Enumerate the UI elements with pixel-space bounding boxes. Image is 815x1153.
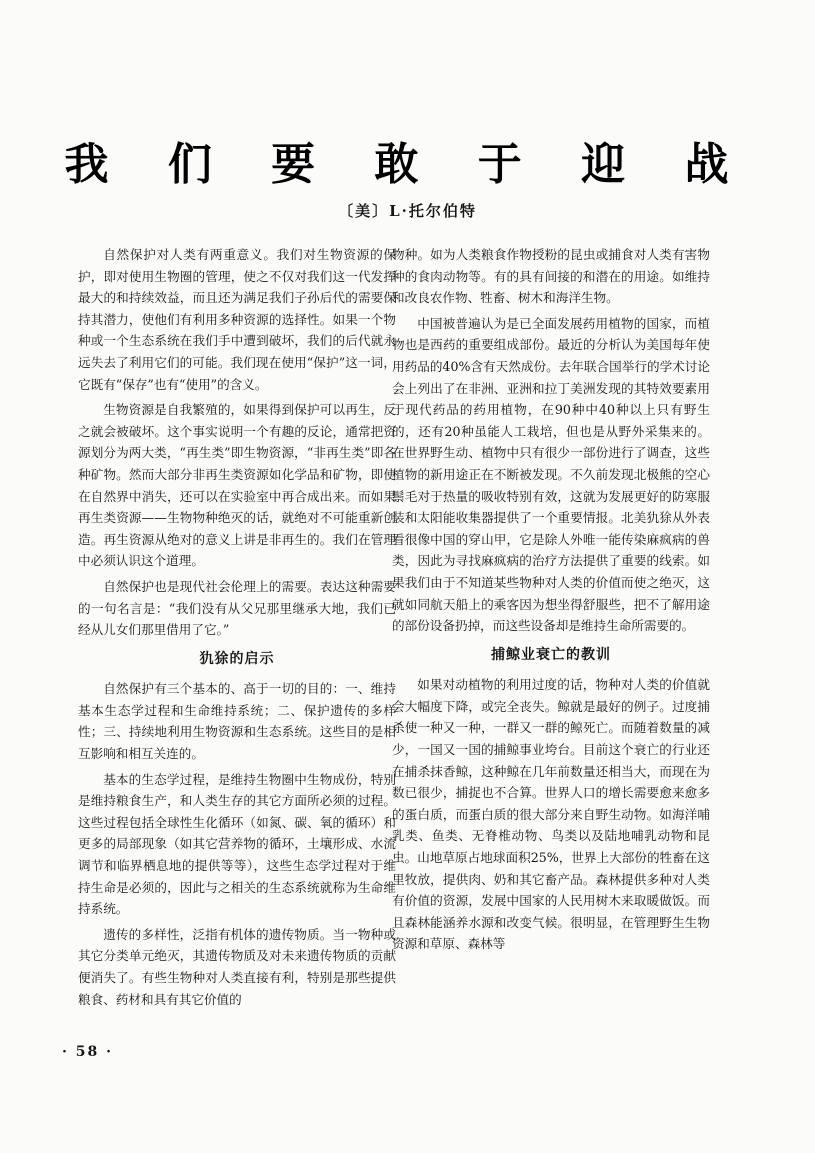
paragraph: 自然保护有三个基本的、高于一切的目的：一、维持基本生态学过程和生命维持系统；二、保护遗传的多样性；三、持续地利用生物资源和生态系统。这些目的是相互影响和相互关连的。 <box>78 681 396 762</box>
left-column <box>78 244 396 1014</box>
paragraph: 基本的生态学过程，是维持生物圈中生物成份，特别是维持粮食生产，和人类生存的其它方面所必须的过程。这些过程包括全球性生化循环（如氮、碳、氧的循环）和更多的局部现象（如其它营养物的循环，土壤形成、水流调节和临界栖息地的提供等等），这些生态学过程对于维持生命是必须的，因此与之相关的生态系统就称为生命维持系统。 <box>78 771 396 917</box>
page-number: · 58 · <box>62 1044 113 1060</box>
paragraph: 如果对动植物的利用过度的话，物种对人类的价值就会大幅度下降，或完全丧失。鲸就是最好的例子。过度捕杀使一种又一种，一群又一群的鲸死亡。而随着数量的减少，一国又一国的捕鲸事业垮台。目前这个衰亡的行业还在捕杀抹香鲸，这种鲸在几年前数量还相当大，而现在为数已很少，捕捉也不合算。世界人口的增长需要愈来愈多的蛋白质，而蛋白质的很大部分来自野生动物。如海洋哺乳类、鱼类、无脊椎动物、鸟类以及陆地哺乳动物和昆虫。山地草原占地球面积25%，世界上大部份的牲畜在这里牧放，提供肉、奶和其它畜产品。森林提供多种对人类有价值的资源，发展中国家的人民用树木来取暖做饭。而且森林能涵养水源和改变气候。很明显，在管理野生生物资源和草原、森林等 <box>392 677 710 952</box>
article-title: 我 们 要 敢 于 迎 战 <box>64 139 751 190</box>
paragraph: 自然保护对人类有两重意义。我们对生物资源的保护，即对使用生物圈的管理，使之不仅对我们这一代发挥最大的和持续效益，而且还为满足我们子孙后代的需要保持其潜力，使他们有利用多种资源的选择性。如果一个物种或一个生态系统在我们手中遭到破坏，我们的后代就永远失去了利用它们的可能。我们现在使用“保护”这一词，它既有“保存”也有“使用”的含义。 <box>78 247 396 392</box>
article-author: 〔美〕L·托尔伯特 <box>338 202 477 220</box>
paragraph: 生物资源是自我繁殖的，如果得到保护可以再生，反之就会被破坏。这个事实说明一个有趣的反论，通常把资源划分为两大类，“再生类”即生物资源，“非再生类”即各种矿物。然而大部分非再生类资源如化学品和矿物，即使在自然界中消失，还可以在实验室中再合成出来。而如果再生类资源——生物物种绝灭的话，就绝对不可能重新创造。再生资源从绝对的意义上讲是非再生的。我们在管理中必须认识这个道理。 <box>78 402 396 569</box>
paragraph: 物种。如为人类粮食作物授粉的昆虫或捕食对人类有害物种的食肉动物等。有的具有间接的和潜在的用途。如维持和改良农作物、牲畜、树木和海洋生物。 <box>392 247 710 306</box>
right-column <box>392 244 710 959</box>
section-heading: 犰狳的启示 <box>199 650 275 667</box>
paragraph: 中国被普遍认为是已全面发展药用植物的国家，而植物也是西药的重要组成部份。最近的分析认为美国每年使用药品的40%含有天然成份。去年联合国举行的学术讨论会上列出了在非洲、亚洲和拉丁美洲发现的其特效要素用于现代药品的药用植物，在90种中40种以上只有野生的，还有20种虽能人工栽培，但也是从野外采集来的。在世界野生动、植物中只有很少一部份进行了调查，这些植物的新用途正在不断被发现。不久前发现北极熊的空心鬃毛对于热量的吸收特别有效，这就为发展更好的防寒服装和太阳能收集器提供了一个重要情报。北美犰狳从外表看很像中国的穿山甲，它是除人外唯一能传染麻疯病的兽类，因此为寻找麻疯病的治疗方法提供了重要的线索。如果我们由于不知道某些物种对人类的价值而使之绝灭，这就如同航天船上的乘客因为想坐得舒服些，把不了解用途的部份设备扔掉，而这些设备却是维持生命所需要的。 <box>392 315 710 634</box>
paragraph: 自然保护也是现代社会伦理上的需要。表达这种需要的一句名言是：“我们没有从父兄那里继承大地，我们已经从儿女们那里借用了它。” <box>78 578 396 638</box>
section-heading: 捕鲸业衰亡的教训 <box>491 646 611 663</box>
paragraph: 遗传的多样性，泛指有机体的遗传物质。当一物种或其它分类单元绝灭，其遗传物质及对未来遗传物质的贡献便消失了。有些生物种对人类直接有利，特别是那些提供粮食、药材和具有其它价值的 <box>78 926 396 1007</box>
